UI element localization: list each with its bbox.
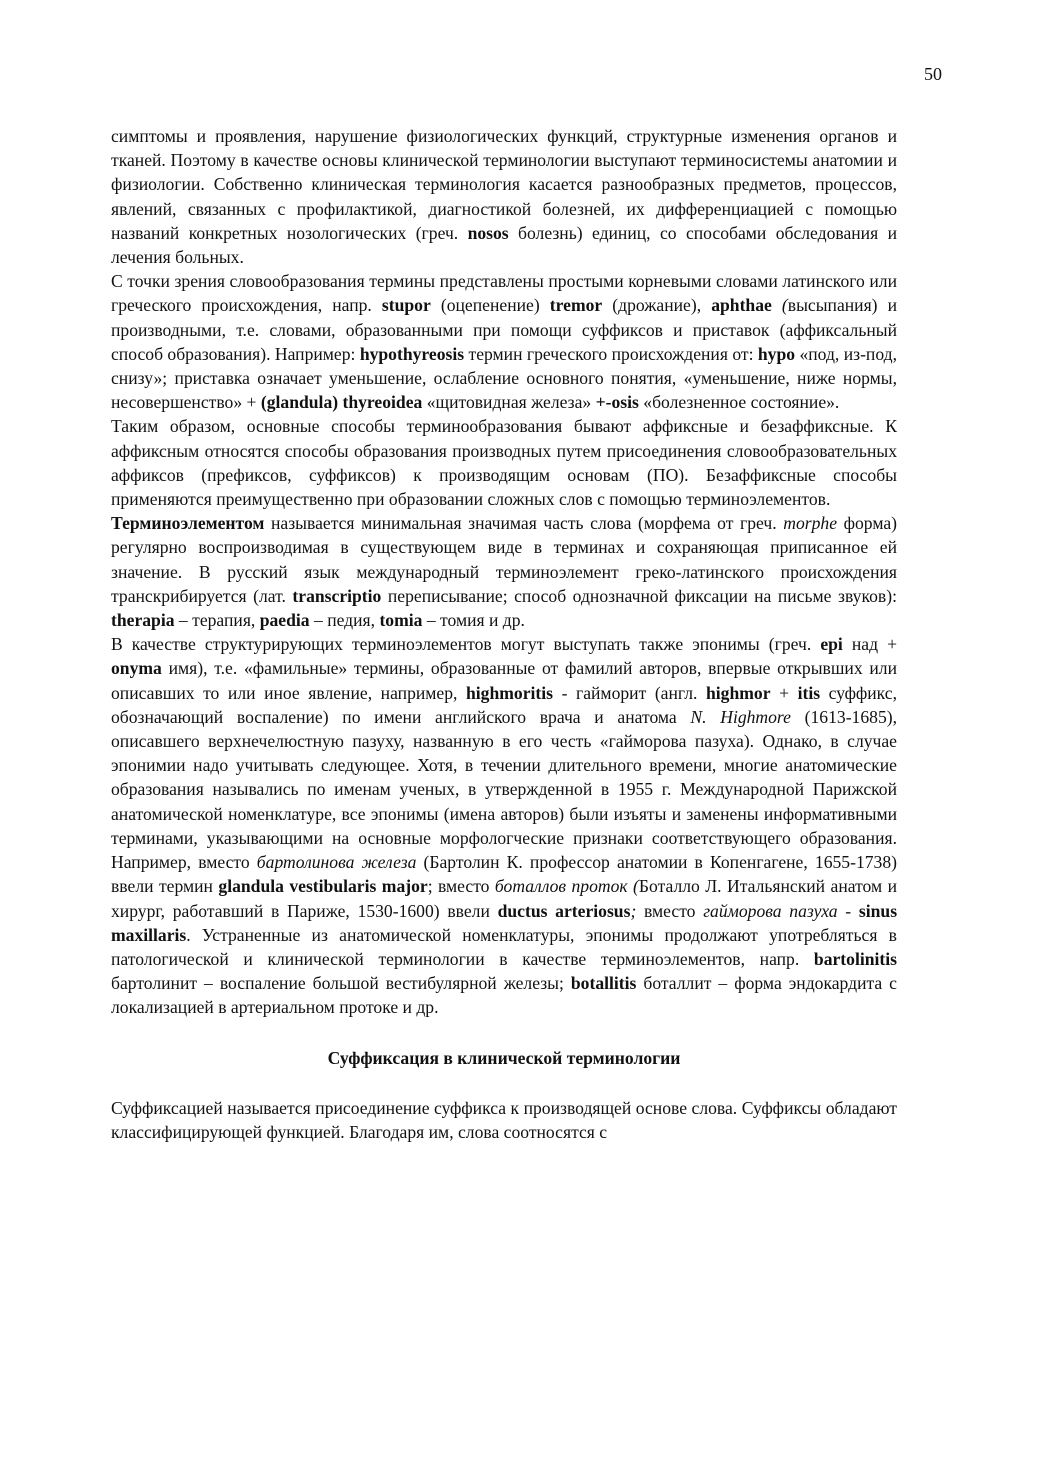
term-bold: onyma bbox=[111, 658, 162, 679]
text-run: боталлит – форма эндокардита с локализацией в артериальном протоке и др. bbox=[111, 973, 897, 1018]
text-run: Таким образом, основные способы терминообразования бывают аффиксные и безаффиксные. К аффиксным относятся способы образования производных путем присоединения словообразовательных аффиксов (префиксов, суффиксов) к производящим основам (ПО). Безаффиксные способы применяются преимущественно при образовании сложных слов с помощью терминоэлементов. bbox=[111, 416, 897, 510]
text-run: (Бартолин К. профессор анатомии в Копенгагене, 1655-1738) ввели термин bbox=[111, 852, 897, 897]
text-italic: morphe bbox=[783, 513, 838, 534]
text-run: форма) регулярно воспроизводимая в существующем виде в терминах и сохраняющая приписанное ей значение. В русский язык международный терминоэлемент греко-латинского происхождения транскрибируется (лат. bbox=[111, 513, 898, 606]
text-run: суффикс, обозначающий воспаление) по имени английского врача и анатома bbox=[111, 682, 897, 727]
text-run: над + bbox=[842, 634, 897, 655]
term-bold: +-osis bbox=[595, 392, 639, 413]
paragraph bbox=[111, 1096, 897, 1144]
text-run: термин греческого происхождения от: bbox=[464, 343, 758, 364]
term-bold: paedia bbox=[259, 610, 310, 631]
term-bold: Терминоэлементом bbox=[111, 513, 265, 534]
term-bold: itis bbox=[797, 682, 821, 703]
paragraphs-after bbox=[111, 1096, 897, 1144]
text-run: С точки зрения словообразования термины представлены простыми корневыми словами латинского или греческого происхождения, напр. bbox=[111, 271, 897, 316]
text-run: . Устраненные из анатомической номенклатуры, эпонимы продолжают употребляться в патологической и клинической терминологии в качестве терминоэлементов, напр. bbox=[111, 924, 897, 969]
paragraph bbox=[111, 511, 897, 632]
text-run: болезнь) единиц, со способами обследования и лечения больных. bbox=[111, 222, 897, 268]
text-run: Боталло Л. Итальянский анатом и хирург, работавший в Париже, 1530-1600) ввели bbox=[111, 876, 897, 921]
term-bold: sinus maxillaris bbox=[111, 900, 898, 945]
term-bold: (glandula) thyreoidea bbox=[260, 392, 423, 413]
term-bold: tremor bbox=[549, 295, 603, 316]
term-bold: hypothyreosis bbox=[359, 343, 465, 364]
term-bold: ductus arteriosus bbox=[497, 900, 631, 921]
text-italic: бартолинова железа bbox=[256, 852, 417, 873]
text-run: высыпания) и производными, т.е. словами, образованными при помощи суффиксов и приставок (аффиксальный способ образования). Например: bbox=[111, 295, 898, 364]
term-bold: botallitis bbox=[570, 973, 637, 994]
term-bold: highmor bbox=[705, 682, 771, 703]
paragraph bbox=[111, 632, 897, 1019]
term-bold: bartolinitis bbox=[813, 948, 897, 969]
text-run: ; вместо bbox=[427, 876, 495, 897]
text-run: В качестве структурирующих терминоэлементов могут выступать также эпонимы (греч. bbox=[111, 634, 821, 655]
term-bold: nosos bbox=[467, 222, 509, 243]
text-run: вместо bbox=[636, 900, 704, 921]
text-run: переписывание; способ однозначной фиксации на письме звуков): bbox=[381, 585, 897, 606]
page-number: 50 bbox=[924, 64, 942, 84]
paragraph bbox=[111, 124, 897, 269]
text-run: (1613-1685), описавшего верхнечелюстную пазуху, названную в его честь «гайморова пазуха). Однако, в случае эпонимии надо учитывать следующее. Хотя, в течении длительного времени, многие анатомические образования назывались по именам ученых, в утвержденной в 1955 г. Международной Парижской анатомической номенклатуре, все эпонимы (имена авторов) были изъяты и заменены информативными терминами, указывающими на основные морфологческие признаки соответствующего образования. Например, вместо bbox=[111, 706, 897, 873]
text-run: - bbox=[837, 900, 859, 921]
term-bold: aphthae bbox=[711, 295, 772, 316]
text-italic: ( bbox=[781, 295, 788, 316]
term-bold: hypo bbox=[757, 343, 796, 364]
text-run: Суффиксацией называется присоединение суффикса к производящей основе слова. Суффиксы обладают классифицирующей функцией. Благодаря им, слова соотносятся с bbox=[111, 1097, 897, 1142]
text-run: «щитовидная железа» bbox=[422, 392, 596, 413]
text-italic: боталлов проток ( bbox=[494, 876, 639, 897]
text-italic: гайморова пазуха bbox=[703, 900, 838, 921]
text-run bbox=[772, 295, 782, 315]
document-body bbox=[111, 124, 897, 1144]
term-bold: tomia bbox=[379, 610, 423, 631]
text-run: симптомы и проявления, нарушение физиологических функций, структурные изменения органов и тканей. Поэтому в качестве основы клинической терминологии выступают терминосистемы анатомии и физиологии. Собственно клиническая терминология касается разнообразных предметов, процессов, явлений, связанных с профилактикой, диагностикой болезней, их дифференциацией с помощью названий конкретных нозологических (греч. bbox=[111, 126, 897, 243]
text-run: – педия, bbox=[309, 610, 380, 631]
text-italic: ; bbox=[630, 900, 637, 921]
text-run: - гайморит (англ. bbox=[553, 682, 706, 703]
section-heading: Суффиксация в клинической терминологии bbox=[327, 1047, 681, 1068]
term-bold: stupor bbox=[381, 295, 431, 316]
text-run: – терапия, bbox=[174, 610, 260, 631]
term-bold: therapia bbox=[111, 610, 175, 631]
text-run: (оцепенение) bbox=[430, 295, 550, 316]
term-bold: epi bbox=[820, 634, 843, 655]
paragraph bbox=[111, 269, 897, 414]
term-bold: glandula vestibularis major bbox=[218, 876, 428, 897]
text-italic: N. Highmore bbox=[690, 706, 791, 727]
text-run: имя), т.е. «фамильные» термины, образованные от фамилий авторов, впервые открывших или описавших то или иное явление, например, bbox=[111, 658, 897, 703]
text-run: + bbox=[770, 682, 798, 703]
text-run: называется минимальная значимая часть слова (морфема от греч. bbox=[264, 513, 784, 534]
paragraph bbox=[111, 414, 897, 511]
paragraphs-before bbox=[111, 124, 897, 1020]
term-bold: highmoritis bbox=[466, 682, 553, 703]
text-run: (дрожание), bbox=[602, 295, 712, 316]
term-bold: transcriptio bbox=[292, 585, 382, 606]
text-run: бартолинит – воспаление большой вестибулярной железы; bbox=[111, 973, 571, 994]
text-run: – томия и др. bbox=[422, 610, 525, 631]
text-run: «болезненное состояние». bbox=[638, 392, 840, 413]
text-run: «под, из-под, снизу»; приставка означает уменьшение, ослабление основного понятия, «уменьшение, ниже нормы, несовершенство» + bbox=[111, 343, 897, 413]
